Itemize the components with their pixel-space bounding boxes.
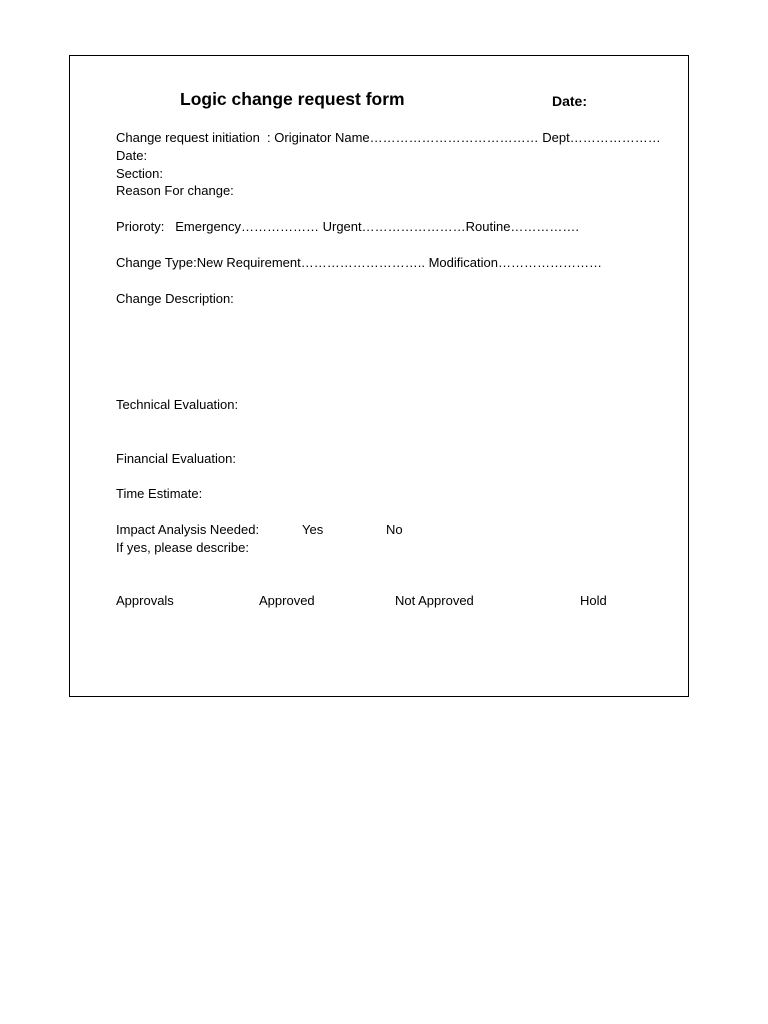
not-approved-option: Not Approved — [395, 593, 474, 608]
reason-line: Reason For change: — [116, 183, 234, 198]
impact-analysis-label: Impact Analysis Needed: — [116, 522, 260, 537]
financial-evaluation-label: Financial Evaluation: — [116, 451, 236, 466]
change-description-label: Change Description: — [116, 291, 234, 306]
date-line: Date: — [116, 148, 148, 163]
approvals-label: Approvals — [116, 593, 174, 608]
priority-line: Prioroty: Emergency……………… Urgent……………………Routine……………. — [116, 219, 580, 234]
form-title: Logic change request form — [180, 89, 405, 109]
header-date-label: Date: — [552, 93, 588, 109]
section-line: Section: — [116, 166, 163, 181]
impact-no-option: No — [386, 522, 403, 537]
hold-option: Hold — [580, 593, 607, 608]
technical-evaluation-label: Technical Evaluation: — [116, 397, 239, 412]
change-type-line: Change Type:New Requirement……………………….. Modification…………………… — [116, 255, 602, 270]
impact-yes-option: Yes — [302, 522, 324, 537]
if-yes-describe-label: If yes, please describe: — [116, 540, 249, 555]
initiation-line: Change request initiation : Originator Name………………………………… Dept………………… — [116, 130, 661, 145]
approved-option: Approved — [259, 593, 315, 608]
time-estimate-label: Time Estimate: — [116, 486, 203, 501]
